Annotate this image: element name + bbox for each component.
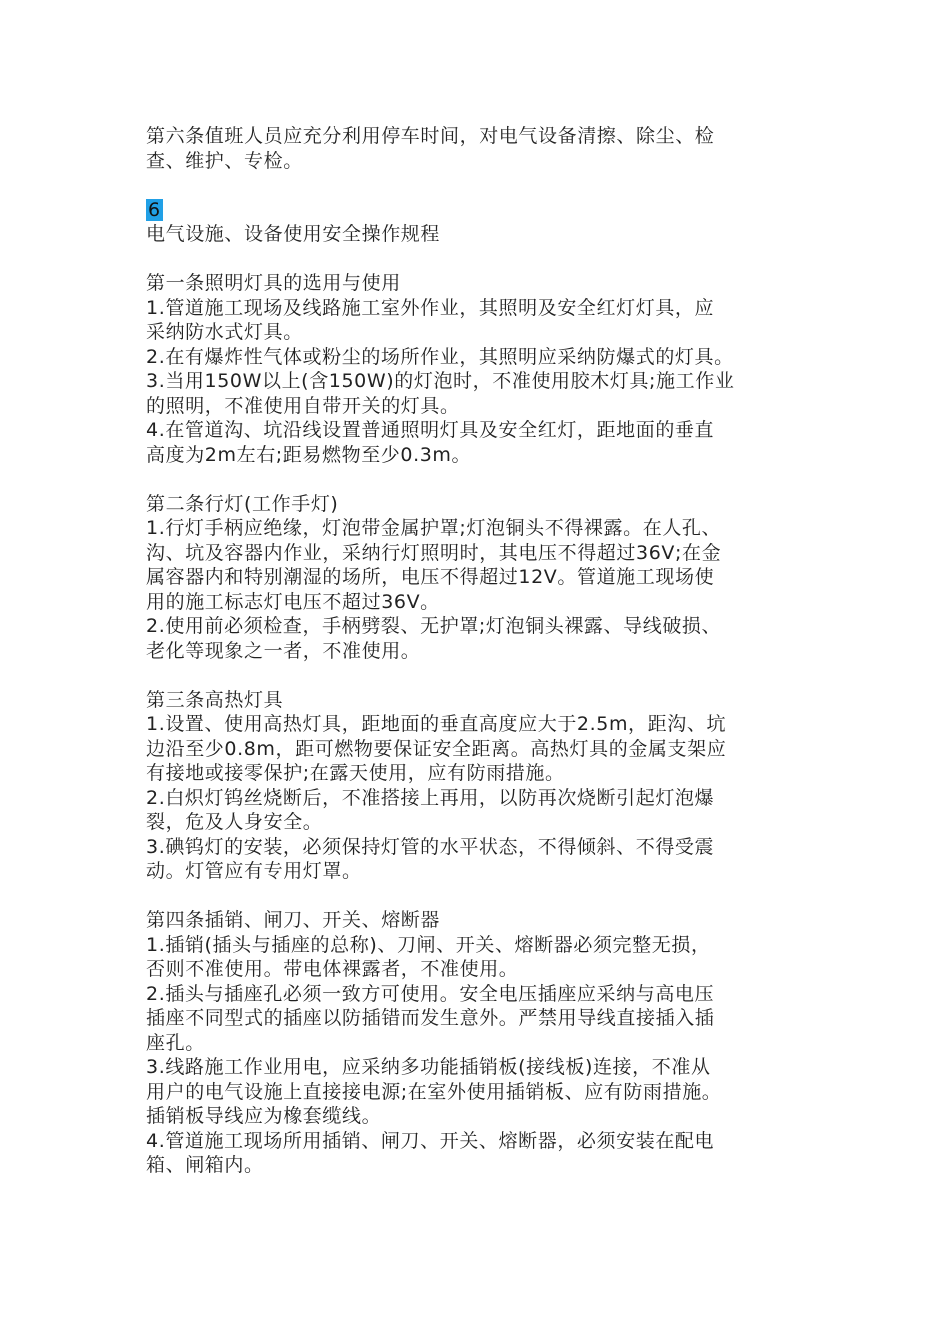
text-line: 边沿至少0.8m，距可燃物要保证安全距离。高热灯具的金属支架应: [146, 737, 727, 760]
text-line: 3.当用150W以上(含150W)的灯泡时，不准使用胶木灯具;施工作业: [146, 370, 735, 392]
section-1: [146, 271, 810, 467]
text-line: 3.碘钨灯的安装，必须保持灯管的水平状态，不得倾斜、不得受震: [146, 835, 715, 858]
section-heading: 第四条插销、闸刀、开关、熔断器: [146, 909, 441, 931]
text-line: 2.使用前必须检查，手柄劈裂、无护罩;灯泡铜头裸露、导线破损、: [146, 615, 722, 637]
text-line: 否则不准使用。带电体裸露者，不准使用。: [146, 958, 519, 980]
text-line: 座孔。: [146, 1031, 205, 1054]
text-line: 用户的电气设施上直接接电源;在室外使用插销板、应有防雨措施。: [146, 1080, 722, 1103]
text-line: 采纳防水式灯具。: [146, 321, 303, 343]
blank-line: [146, 467, 810, 492]
text-line: 插销板导线应为橡套缆线。: [146, 1105, 382, 1127]
document-page: [146, 124, 810, 1178]
section-heading: 第二条行灯(工作手灯): [146, 492, 339, 515]
text-line: 用的施工标志灯电压不超过36V。: [146, 590, 440, 613]
text-line: 3.线路施工作业用电，应采纳多功能插销板(接线板)连接，不准从: [146, 1056, 711, 1078]
text-line: 第六条值班人员应充分利用停车时间，对电气设备清擦、除尘、检: [146, 125, 715, 147]
text-line: 2.在有爆炸性气体或粉尘的场所作业，其照明应采纳防爆式的灯具。: [146, 345, 734, 368]
section-4: [146, 908, 810, 1178]
text-line: 查、维护、专检。: [146, 149, 303, 172]
blank-line: [146, 173, 810, 198]
text-line: 1.插销(插头与插座的总称)、刀闸、开关、熔断器必须完整无损，: [146, 933, 711, 956]
blank-line: [146, 884, 810, 909]
text-line: 插座不同型式的插座以防插错而发生意外。严禁用导线直接插入插: [146, 1007, 715, 1029]
text-line: 老化等现象之一者，不准使用。: [146, 639, 421, 662]
section-2: [146, 492, 810, 664]
page-marker-line: [146, 198, 810, 223]
text-line: 2.白炽灯钨丝烧断后，不准搭接上再用，以防再次烧断引起灯泡爆: [146, 786, 715, 809]
text-line: 动。灯管应有专用灯罩。: [146, 860, 362, 882]
text-line: 高度为2m左右;距易燃物至少0.3m。: [146, 443, 472, 466]
blank-line: [146, 663, 810, 688]
section-3: [146, 688, 810, 884]
section-heading: 第一条照明灯具的选用与使用: [146, 272, 401, 294]
text-line: 箱、闸箱内。: [146, 1154, 264, 1176]
document-title: 电气设施、设备使用安全操作规程: [146, 223, 441, 245]
text-line: 沟、坑及容器内作业，采纳行灯照明时，其电压不得超过36V;在金: [146, 541, 722, 564]
section-heading: 第三条高热灯具: [146, 688, 284, 711]
text-line: 1.设置、使用高热灯具，距地面的垂直高度应大于2.5m，距沟、坑: [146, 713, 727, 735]
text-line: 2.插头与插座孔必须一致方可使用。安全电压插座应采纳与高电压: [146, 982, 715, 1005]
text-line: 1.管道施工现场及线路施工室外作业，其照明及安全红灯灯具，应: [146, 296, 715, 319]
intro-paragraph: [146, 124, 810, 173]
page-marker-highlight: 6: [148, 198, 161, 221]
text-line: 4.在管道沟、坑沿线设置普通照明灯具及安全红灯，距地面的垂直: [146, 419, 715, 441]
blank-line: [146, 247, 810, 272]
text-line: 1.行灯手柄应绝缘，灯泡带金属护罩;灯泡铜头不得裸露。在人孔、: [146, 517, 722, 539]
text-line: 4.管道施工现场所用插销、闸刀、开关、熔断器，必须安装在配电: [146, 1129, 715, 1152]
text-line: 属容器内和特别潮湿的场所，电压不得超过12V。管道施工现场使: [146, 566, 715, 588]
text-line: 裂，危及人身安全。: [146, 811, 323, 833]
text-line: 有接地或接零保护;在露天使用，应有防雨措施。: [146, 762, 565, 784]
text-line: 的照明，不准使用自带开关的灯具。: [146, 394, 460, 417]
